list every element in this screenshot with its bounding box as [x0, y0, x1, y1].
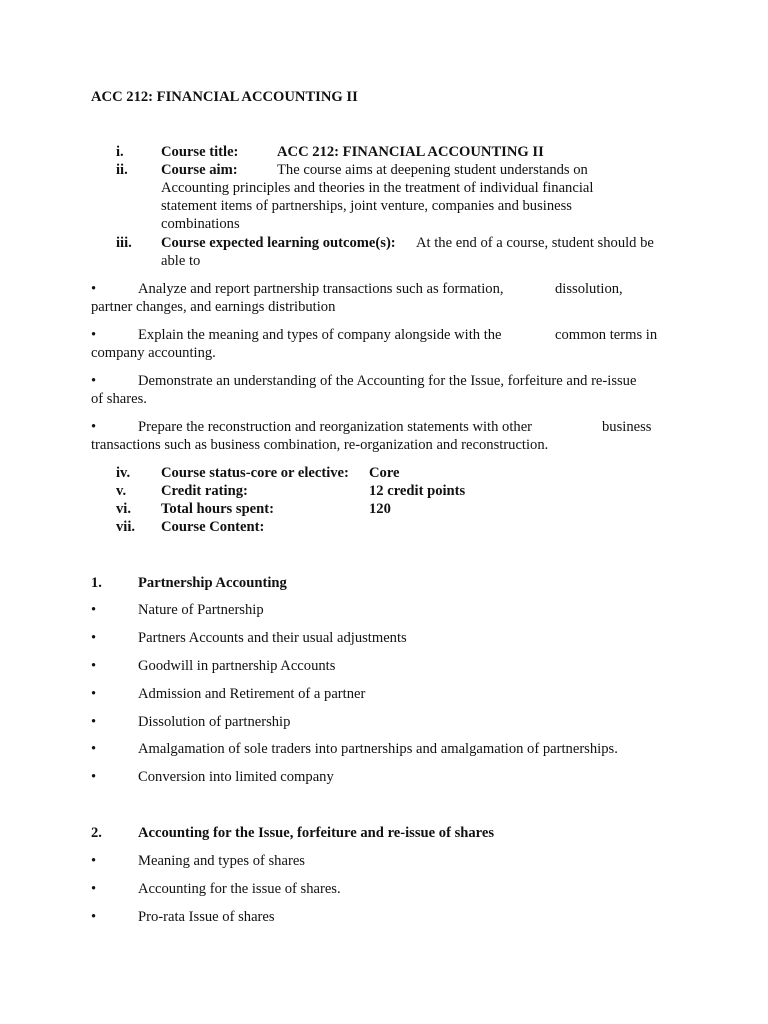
- outcome-text-tail: business: [602, 419, 652, 435]
- section-number: 2.: [91, 825, 102, 841]
- bullet-icon: •: [91, 630, 97, 646]
- list-item: Goodwill in partnership Accounts: [138, 658, 336, 674]
- course-status-value: Core: [369, 465, 400, 481]
- total-hours-label: Total hours spent:: [161, 501, 274, 517]
- item-number: ii.: [116, 162, 128, 178]
- item-number: iii.: [116, 235, 132, 251]
- bullet-icon: •: [91, 686, 97, 702]
- list-item: Partners Accounts and their usual adjustments: [138, 630, 407, 646]
- list-item: Accounting for the issue of shares.: [138, 881, 341, 897]
- section-title: Accounting for the Issue, forfeiture and re-issue of shares: [138, 825, 495, 841]
- course-title-label: Course title:: [161, 144, 239, 160]
- course-aim-label: Course aim:: [161, 162, 238, 178]
- course-aim-continued: Accounting principles and theories in the treatment of individual financial statement items of partnerships, joint venture, companies and business combinations: [161, 180, 594, 232]
- outcome-text-continued: transactions such as business combination, re-organization and reconstruction.: [91, 437, 549, 453]
- bullet-icon: •: [91, 881, 97, 897]
- list-item: Amalgamation of sole traders into partnerships and amalgamation of partnerships.: [138, 741, 618, 757]
- credit-rating-value: 12 credit points: [369, 483, 466, 499]
- learning-outcome-continued: able to: [161, 253, 201, 269]
- bullet-icon: •: [91, 281, 97, 297]
- outcome-text-continued: company accounting.: [91, 345, 216, 361]
- learning-outcome-text: At the end of a course, student should be: [416, 235, 654, 251]
- course-content-label: Course Content:: [161, 519, 265, 535]
- outcome-text-tail: common terms in: [555, 327, 658, 343]
- bullet-icon: •: [91, 769, 97, 785]
- learning-outcome-label: Course expected learning outcome(s):: [161, 235, 396, 251]
- course-status-label: Course status-core or elective:: [161, 465, 349, 481]
- bullet-icon: •: [91, 373, 97, 389]
- section-number: 1.: [91, 575, 102, 591]
- outcome-text-continued: of shares.: [91, 391, 147, 407]
- bullet-icon: •: [91, 741, 97, 757]
- item-number: i.: [116, 144, 124, 160]
- course-title-value: ACC 212: FINANCIAL ACCOUNTING II: [277, 144, 544, 160]
- item-number: iv.: [116, 465, 131, 481]
- bullet-icon: •: [91, 327, 97, 343]
- outcome-text: Analyze and report partnership transactions such as formation,: [138, 281, 504, 297]
- bullet-icon: •: [91, 714, 97, 730]
- document-title: ACC 212: FINANCIAL ACCOUNTING II: [91, 89, 358, 105]
- item-number: vii.: [116, 519, 136, 535]
- outcome-text: Demonstrate an understanding of the Accounting for the Issue, forfeiture and re-issue: [138, 373, 637, 389]
- outcome-text: Prepare the reconstruction and reorganization statements with other: [138, 419, 533, 435]
- total-hours-value: 120: [369, 501, 391, 517]
- bullet-icon: •: [91, 909, 97, 925]
- section-title: Partnership Accounting: [138, 575, 287, 591]
- bullet-icon: •: [91, 602, 97, 618]
- list-item: Nature of Partnership: [138, 602, 264, 618]
- item-number: v.: [116, 483, 127, 499]
- bullet-icon: •: [91, 853, 97, 869]
- credit-rating-label: Credit rating:: [161, 483, 248, 499]
- outcome-text-tail: dissolution,: [555, 281, 623, 297]
- course-aim-text: The course aims at deepening student understands on: [277, 162, 588, 178]
- list-item: Meaning and types of shares: [138, 853, 305, 869]
- outcome-text-continued: partner changes, and earnings distribution: [91, 299, 336, 315]
- list-item: Dissolution of partnership: [138, 714, 291, 730]
- bullet-icon: •: [91, 419, 97, 435]
- list-item: Conversion into limited company: [138, 769, 334, 785]
- bullet-icon: •: [91, 658, 97, 674]
- list-item: Pro-rata Issue of shares: [138, 909, 275, 925]
- outcome-text: Explain the meaning and types of company alongside with the: [138, 327, 502, 343]
- list-item: Admission and Retirement of a partner: [138, 686, 366, 702]
- item-number: vi.: [116, 501, 131, 517]
